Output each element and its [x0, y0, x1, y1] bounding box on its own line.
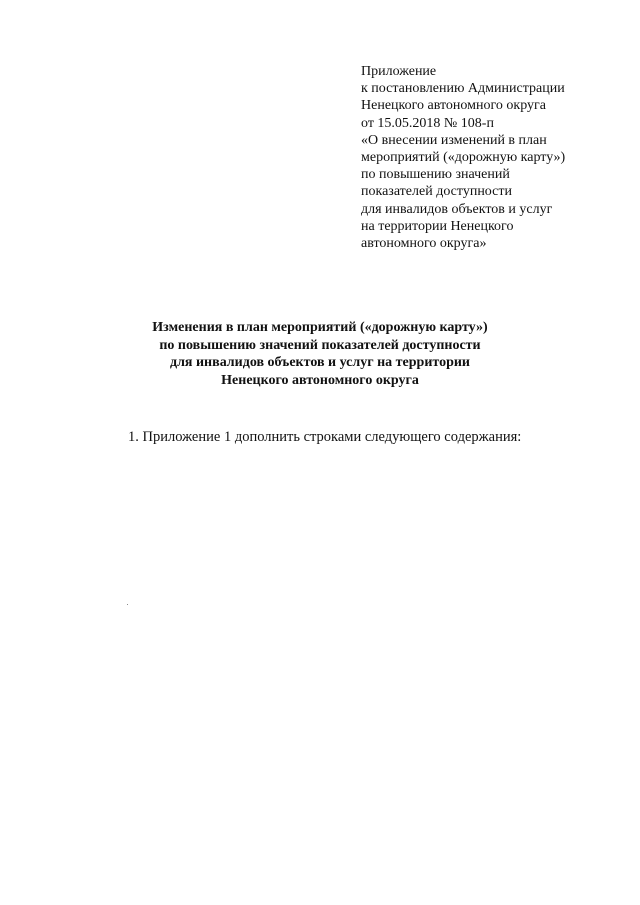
- annex-line: для инвалидов объектов и услуг: [361, 201, 553, 217]
- title-line: по повышению значений показателей доступности: [159, 337, 481, 353]
- annex-line: мероприятий («дорожную карту»): [361, 150, 566, 166]
- title-line: Изменения в план мероприятий («дорожную карту»): [152, 320, 488, 335]
- annex-line: «О внесении изменений в план: [361, 132, 547, 148]
- body-paragraph-1: 1. Приложение 1 дополнить строками следующего содержания:: [128, 429, 522, 445]
- annex-line: от 15.05.2018 № 108-п: [361, 115, 494, 131]
- annex-line: к постановлению Администрации: [361, 81, 565, 97]
- title-line: для инвалидов объектов и услуг на территории: [169, 355, 470, 370]
- title-line: Ненецкого автономного округа: [221, 372, 419, 388]
- annex-line: на территории Ненецкого: [361, 218, 514, 234]
- annex-line: показателей доступности: [361, 184, 512, 200]
- annex-line: Ненецкого автономного округа: [361, 98, 546, 114]
- document-title: [100, 319, 540, 389]
- annex-line: по повышению значений: [361, 167, 510, 183]
- annex-line: Приложение: [361, 64, 437, 79]
- annex-line: автономного округа»: [361, 236, 487, 252]
- annex-header: [361, 63, 631, 252]
- scan-speck: [127, 604, 128, 605]
